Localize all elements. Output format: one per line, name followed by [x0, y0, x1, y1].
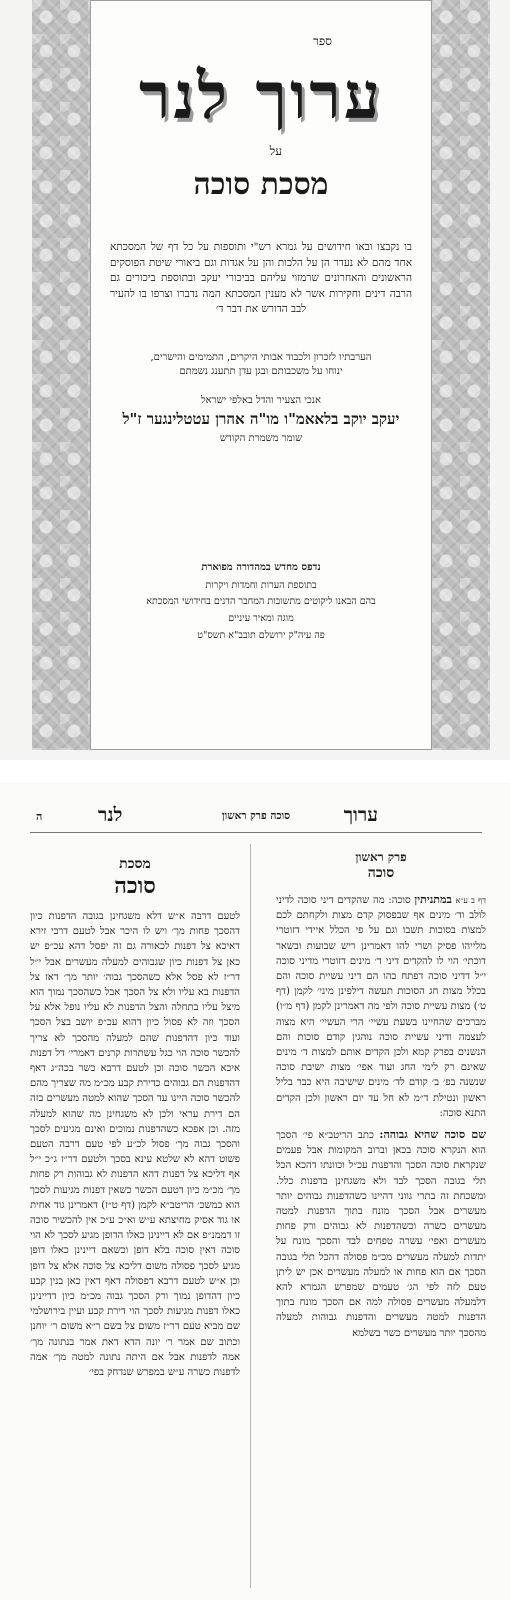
- title-page: [0, 0, 510, 760]
- paragraph-2-text: כתב הריטב״א פי׳ הסכך הוא הנקרא סוכה בכאן וברוב המקומות אבל פעמים שנקראת סוכה הסכך והדפנות עכ״ל וכוונתו דהכא הכל תלי בגובה הסכך לבד ולא משגחינן בדפנות כלל. ומשכחת זה בתרי גווני דהיינו כשהדפנות גבוהים יותר מעשרים אבל הסכך מונח בתוך הדפנות למטה מעשרים כשרה וכשהדפנות לא גבוהים ורק פחות מעשרים ואפי׳ עשרה טפחים לבד והסכך מונח על יתדות למעלה מעשרים מכ״מ פסולה דהכל תלי בגובה הסכך אם הוא פחות או למעלה מעשרים אכן יש ליתן טעם לזה לפי הג׳ טעמים שמפרש הגמרא להא דלמעלה מעשרים פסולה למה אם הסכך מונח בתוך הדפנות למטה מעשרים והדפנות גבוהות למעלה מהסכך יותר מעשרים כשר בשלמא: [276, 1130, 486, 1339]
- title-panel: [90, 0, 432, 750]
- chapter-subheading: סוכה: [367, 865, 395, 881]
- author-line-3: שומר משמרת הקודש: [219, 433, 303, 444]
- book-title: ערוך לנר: [139, 59, 383, 134]
- running-header-right: ערוך: [343, 804, 378, 826]
- lead-word-2: שם סוכה שהיא גבוהה:: [379, 1128, 486, 1142]
- left-ornament-border: [32, 0, 90, 750]
- paragraph-3-text: לטעם דרבה א״ש דלא משגחינן בגובה הדפנות כיון דהסכך פחות מך׳ ויש לו היכר אבל לטעם דרבי זירא דאיכא צל דפנות לכאורה גם זה יפסל דהא עכ״פ יש כאן צל דפנות כיון שגבוהים למעלה מעשרים אבל י״ל דר״ז לא פסל אלא כשהסכך גבוה׳ יותר מך׳ דאז צל הדפנות בא עליו ולא צל הסכך אבל כשהסכך נמוך הוא מיצל עליו בתחלה והצל הדפנות לא עליו נופל אלא על הסכך וזה לא פסול כיון דהוא עכ״פ יושב בצל הסכך ועוד כיון דהדפנות שהם למעלה מהסכך לא צריך להכשר סוכה הוי כגל עשתרות קרנים דאמרי׳ דל דפנות איכא הכשר סוכה וכן לטעם דרבא כשר בכה״ג דאף דהדפנות הם גבוהים כדירת קבע מכ״מ מה שצריך מהם להכשר סוכה היינו עד הסכך שהוא למטה מעשרים בזה הם דירת עראי ולכן לא משגחינן מה שהוא למעלה מזה. וכן אפכא כשהדפנות נמוכים ואינם מגיעים לסכך והסכך גבוה מך׳ פסול לכ״ע לפי טעם דרבה הטעם פשוט דהא לא שלטא עינא בסכך ולטעם דר״ז ג״כ י״ל אף דליכא צל דפנות דהא הדפנות לא גבוהות רק פחות מך׳ מכ״מ כיון דטעם הכשר כשאין דפנות מגיעות לסכך הוא כמשכ׳ הריטב״א לקמן (דף ט״ז) דאמרינן גוד אחית או גוד אסיק מחיצתא ע״ש וא״כ ע״כ אין להכשיר סוכה זו דממנ״פ אם לא דיינינן כאלו הדופן מגיע לסכך לא הוי סוכה דאין סוכה בלא דופן וכשאם דיינינן כאלו דופן מגיע לסכך פסולה משום דליכא צל סוכה אלא צל דופן וכן א״ש לטעם דרבא דפסולה דאף דאין כאן בנין קבע כיון דהדופן נמוך ורק הסכך גבוה מכ״מ כיון דדיינינן כאלו דפנות מגיעות לסכך הוי דירת קבע ועיין בירושלמי שם מביא טעם דר״ז משום צל בשם ר״א משום ר׳ יוחנן וכתוב שם אמר ר׳ יונה הדא דאת אמר בנתונה מך׳ אמה לדפנות אבל אם היתה נתונה למטה מך׳ אמה לדפנות כשרה ע״ש במפרש שנדחק בפי׳: [30, 911, 240, 1379]
- column-divider: [250, 844, 251, 1588]
- publication-line-4: מוגה ומאיר עיניים: [228, 613, 294, 624]
- chapter-heading: פרק ראשון: [355, 850, 407, 864]
- al-label: על: [269, 144, 282, 158]
- lead-word-1: במתניתין: [414, 893, 452, 906]
- author-name: יעקב יוקב בלאאמ"ו מו"ה אהרן עטטלינגער ז"ל: [122, 410, 400, 428]
- left-column: [30, 844, 240, 1588]
- paragraph-1-text: סוכה: מה שהקדים דיני סוכה לדיני לולב וד׳ מינים אף שבפסוק קדם מצות ולקחתם לכם למצות בסוכות תשבו וגם על פי הכלל איידי דזוטרי מלייהו פסיק ושרי להו דאמרינן ריש שבועות ובשאר דוכתי׳ הוי לו להקדים דיני ד׳ מינים דזוטרי מדיני סוכה י״ל דדיני סוכה דפתח בהו הם דיני עשיית סוכה והם בכלל מצות חג הסוכות תעשה דילפינן מיני׳ לקמן (דף ט׳) מצות עשיית סוכה ולפי מה דאמרינן לקמן (דף מ״ו) מברכים שהחיינו בשעת עשיי׳ הרי העשיי׳ היא מצוה לעצמה ודיני עשיית סוכה נוהגין קודם סוכות והם הנשנים בפרק קמא ולכן הקדים אותם למצות ד׳ מינים שאינם רק לימי החג ועוד אפי׳ מצות ישיבת סוכה שנשנה בפ׳ ב׳ קודם לד׳ מינים שישיבה היא כבר בליל ראשון ונטילת ד״מ לא חל עד יום ראשון ולכן הקדים התנא סוכה:: [276, 895, 486, 1119]
- publication-line-1: נדפס מחדש במהדורה מפוארת: [201, 562, 321, 573]
- dedication-line-2: ינוחו על משכבותם ובגן עדן תתענג נשמתם: [179, 366, 343, 377]
- publication-line-3: בהם הבאנו ליקוטים מתשובות המחבר הדנים בחידושי המסכתא: [146, 596, 376, 607]
- header-rule: [30, 832, 482, 833]
- page-gap: [0, 760, 510, 782]
- paragraph-mishna: [276, 892, 486, 1121]
- tractate-title: מסכת סוכה: [193, 167, 329, 202]
- intro-paragraph: בו נקבצו ובאו חידושים על גמרא רש"י ותוספות על כל דף של המסכתא אחד מהם לא נעדר הן על הלכות והן על אגדות וגם ביאורי שיטת הפוסקים הראשונים והאחרונים שרמזוי עליהם בביכורי יעקב ובתוספת ביכורים גם הרבה דינים וחקירות אשר לא מענין המסכתא המה נדברו וצרפו בו להעיר לבב הדורש את דבר ד׳: [110, 241, 412, 315]
- publication-line-5: פה עיה"ק ירושלם תובב"א תשס"ט: [197, 630, 325, 641]
- masechet-name: סוכה: [114, 873, 156, 899]
- text-page: [0, 782, 510, 1600]
- author-line-1: אנכי הצעיר והדל באלפי ישראל: [200, 395, 322, 406]
- running-header-center: סוכה פרק ראשון: [221, 810, 291, 822]
- sefer-label: ספר: [312, 34, 332, 48]
- paragraph-gemara: [276, 1127, 486, 1341]
- dedication-line-1: הערבתיו לזכרון ולכבוד אבותי היקרים, התמימים והישרים,: [150, 352, 372, 363]
- paragraph-3: [30, 909, 240, 1380]
- masechet-label: מסכת: [119, 856, 151, 872]
- page-number: ה: [36, 810, 43, 823]
- right-column: [276, 844, 486, 1588]
- daf-reference: דף ב ע״א: [455, 896, 486, 905]
- right-ornament-border: [432, 0, 490, 750]
- running-header-left: לנר: [98, 804, 123, 826]
- publication-line-2: בתוספת הערות וחמדות ויקרות: [205, 580, 317, 591]
